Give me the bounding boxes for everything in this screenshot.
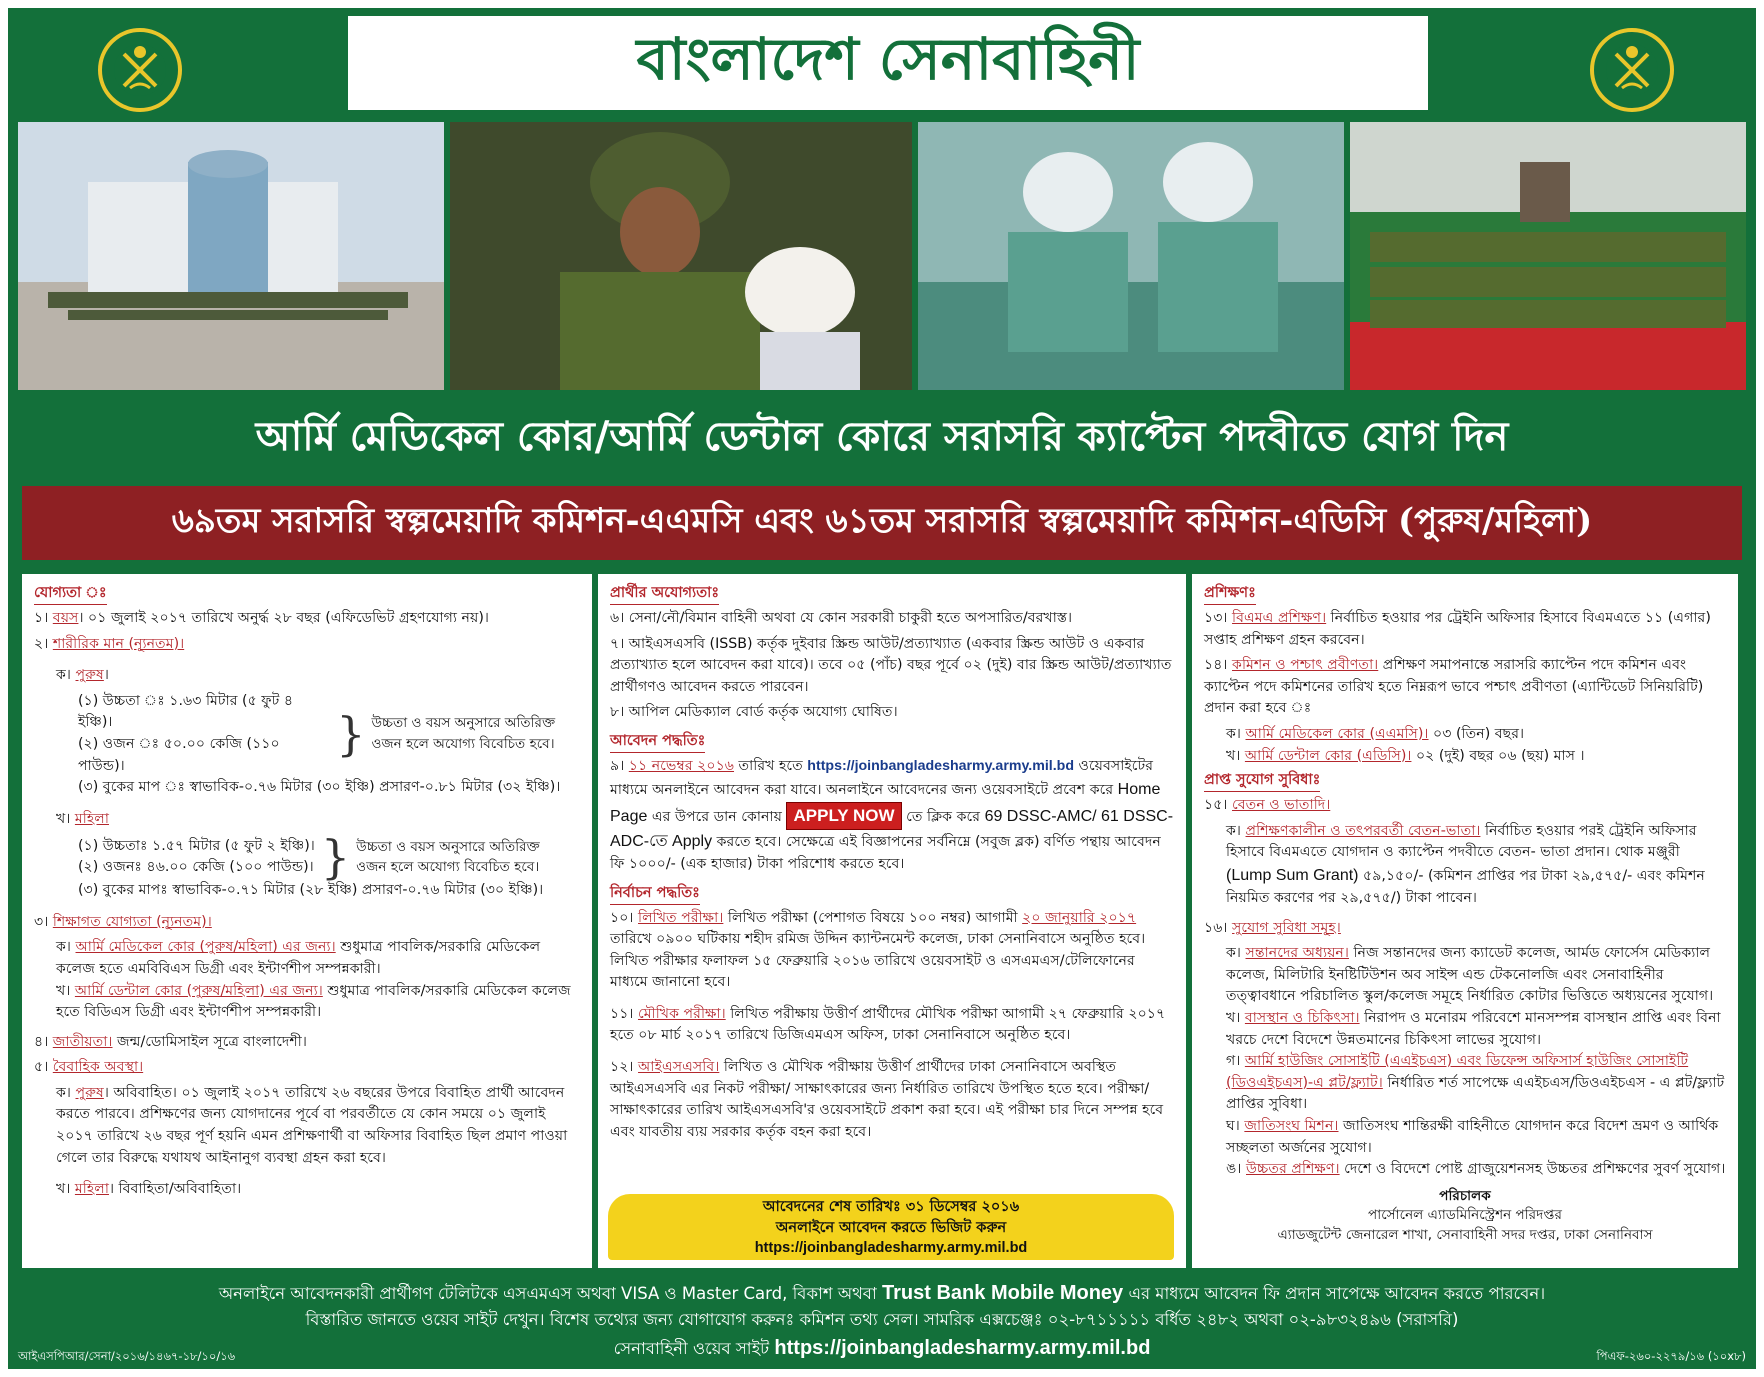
female-chest: (৩) বুকের মাপঃ স্বাভাবিক-০.৭১ মিটার (২৮ ইঞ্চি) প্রসারণ-০.৭৬ মিটার (৩০ ইঞ্চি)।: [78, 882, 544, 899]
subheadline-band: [8, 482, 1756, 574]
physical-standard-item: ২। শারীরিক মান (ন্যূনতম)।: [34, 635, 185, 652]
deadline-date: আবেদনের শেষ তারিখঃ ৩১ ডিসেম্বর ২০১৬: [762, 1199, 1020, 1215]
website-link[interactable]: https://joinbangladesharmy.army.mil.bd: [807, 757, 1075, 774]
issb-item: ১২। আইএসএসবি। লিখিত ও মৌখিক পরীক্ষায় উত্তীর্ণ প্রার্থীদের ঢাকা সেনানিবাসে অবস্থিত আইএসএসবি এর নিকট পরীক্ষা/ সাক্ষাৎকারের জন্য নির্ধারিত তারিখে উপস্থিত হতে হবে। পরীক্ষা/ সাক্ষাৎকারের তারিখ আইএসএসবি'র ওয়েবসাইটে প্রকাশ করা হবে। এই পরীক্ষা চার দিনে সম্পন্ন হবে এবং যাবতীয় ব্যয় সরকার কর্তৃক বহন করা হবে।: [610, 1059, 1164, 1140]
training-benefits-column: [1192, 574, 1738, 1268]
marital-male: ক। পুরুষ। অবিবাহিত। ০১ জুলাই ২০১৭ তারিখে ২৬ বছরের উপরে বিবাহিত প্রার্থী আবেদন করতে পারবে। প্রশিক্ষণের জন্য যোগদানের পূর্বে বা পরবর্তীতে যে কোন সময়ে ০১ জুলাই ২০১৭ তারিখে ২৬ বছর পূর্ণ হয়নি এমন প্রশিক্ষণার্থী বা অফিসার বিবাহিত ছিল প্রমাণ পাওয়া গেলে তার বিরুদ্ধে যথাযথ আইনানুগ ব্যবস্থা গ্রহন করা হবে।: [56, 1084, 568, 1166]
facility-housing-medical: খ। বাসস্থান ও চিকিৎসা। নিরাপদ ও মনোরম পরিবেশে মানসম্পন্ন বাসস্থান প্রাপ্তি এবং বিনা খরচে দেশে বিদেশে উন্নতমানের চিকিৎসা লাভের সুযোগ।: [1226, 1010, 1721, 1048]
nationality-item: ৪। জাতীয়তা। জন্ম/ডোমিসাইল সূত্রে বাংলাদেশী।: [34, 1033, 307, 1050]
signature-block: পরিচালক পার্সোনেল এ্যাডমিনিস্ট্রেশন পরিদপ্তর এ্যাডজুটেন্ট জেনারেল শাখা, সেনাবাহিনী সদর দপ্তর, ঢাকা সেনানিবাস: [1277, 1187, 1653, 1244]
application-column: [598, 574, 1186, 1268]
seniority-item: ১৪। কমিশন ও পশ্চাৎ প্রবীণতা। প্রশিক্ষণ সমাপনান্তে সরাসরি ক্যাপ্টেন পদে কমিশন এবং ক্যাপ্টেন পদে কমিশনের তারিখ হতে নিম্নরূপ ভাবে পশ্চাৎ প্রবীণতা (এ্যান্টিডেট সিনিয়রিটি) প্রদান করা হবে ঃ: [1204, 657, 1704, 717]
ispr-code: আইএসপিআর/সেনা/২০১৬/১৪৬৭-১৮/১০/১৬: [18, 1348, 236, 1363]
officers-group-photo: [1350, 122, 1746, 390]
education-adc: খ। আর্মি ডেন্টাল কোর (পুরুষ/মহিলা) এর জন্য। শুধুমাত্র পাবলিক/সরকারি মেডিকেল কলেজ হতে বিডিএস ডিগ্রী এবং ইন্টার্ণশীপ সম্পন্নকারী।: [56, 982, 571, 1021]
army-emblem-icon: [1590, 28, 1674, 112]
female-soldier-bandaging-child-photo: [450, 122, 912, 390]
section-heading: যোগ্যতা ঃ: [34, 582, 107, 605]
salary-details: ক। প্রশিক্ষণকালীন ও তৎপরবর্তী বেতন-ভাতা। নির্বাচিত হওয়ার পরই ট্রেইনি অফিসার হিসাবে বিএমএতে যোগদান ও ক্যাপ্টেন পদবীতে বেতন- ভাতা প্রদান। থোক মঞ্জুরী (Lump Sum Grant) ৫৯,১৫০/- (কমিশন প্রাপ্তির পর টাকা ২৯,৫৭৫/- এবং কমিশন নিয়মিত করণের পর ২৯,৫৭৫/) টাকা পাবেন।: [1226, 822, 1705, 907]
apply-now-button[interactable]: APPLY NOW: [786, 802, 901, 830]
deadline-visit-text: অনলাইনে আবেদন করতে ভিজিট করুন: [775, 1219, 1007, 1236]
eligibility-column: [22, 574, 592, 1268]
page-title: বাংলাদেশ সেনাবাহিনী: [348, 16, 1428, 110]
male-standard: ক। পুরুষ।: [56, 667, 109, 684]
seniority-adc: খ। আর্মি ডেন্টাল কোর (এডিসি)। ০২ (দুই) বছর ০৬ (ছয়) মাস ।: [1226, 747, 1585, 764]
facility-higher-training: ঙ। উচ্চতর প্রশিক্ষণ। দেশে ও বিদেশে পোষ্ট গ্রাজুয়েশনসহ উচ্চতর প্রশিক্ষণের সুবর্ণ সুযোগ।: [1226, 1161, 1726, 1178]
disqualification-8: ৮। আপিল মেডিক্যাল বোর্ড কর্তৃক অযোগ্য ঘোষিত।: [610, 704, 898, 721]
section-heading: আবেদন পদ্ধতিঃ: [610, 730, 705, 753]
facility-education: ক। সন্তানদের অধ্যয়ন। নিজ সন্তানদের জন্য ক্যাডেট কলেজ, আর্মড ফোর্সেস মেডিক্যাল কলেজ, মিলিটারি ইনষ্টিটিউশন অব সাইন্স এন্ড টেকনোলজি এবং সেনাবাহিনীর তত্ত্বাবধানে পরিচালিত স্কুল/কলেজ সমূহে নির্ধারিত কোটার ভিত্তিতে অধ্যয়নের সুযোগ।: [1226, 945, 1714, 1005]
surgeons-operating-photo: [918, 122, 1344, 390]
section-heading: প্রার্থীর অযোগ্যতাঃ: [610, 582, 719, 605]
female-standard: খ। মহিলা: [56, 810, 109, 827]
deadline-box: [608, 1194, 1174, 1260]
written-exam-item: ১০। লিখিত পরীক্ষা। লিখিত পরীক্ষা (পেশাগত বিষয়ে ১০০ নম্বর) আগামী ২০ জানুয়ারি ২০১৭ তারিখে ০৯০০ ঘটিকায় শহীদ রমিজ উদ্দিন ক্যান্টনমেন্ট কলেজ, ঢাকা সেনানিবাসে অনুষ্ঠিত হবে। লিখিত পরীক্ষার ফলাফল ১৫ ফেব্রুয়ারি ২০১৬ তারিখে ওয়েবসাইট ও এসএমএস/টেলিফোনের মাধ্যমে জানানো হবে।: [610, 909, 1146, 991]
female-height-weight: (১) উচ্চতাঃ ১.৫৭ মিটার (৫ ফুট ২ ইঞ্চি)। (২) ওজনঃ ৪৬.০০ কেজি (১০০ পাউন্ড)। } উচ্চতা ও বয়স অনুসারে অতিরিক্ত ওজন হলে অযোগ্য বিবেচিত হবে।: [78, 830, 540, 885]
seniority-amc: ক। আর্মি মেডিকেল কোর (এএমসি)। ০৩ (তিন) বছর।: [1226, 725, 1525, 742]
footer-band: [8, 1274, 1756, 1369]
facilities-item: ১৬। সুযোগ সুবিধা সমূহ।: [1204, 919, 1341, 936]
male-height-weight: (১) উচ্চতা ঃ ১.৬৩ মিটার (৫ ফুট ৪ ইঞ্চি)। (২) ওজন ঃ ৫০.০০ কেজি (১১০ পাউন্ড)। } উচ্চতা ও বয়স অনুসারে অতিরিক্ত ওজন হলে অযোগ্য বিবেচিত হবে।: [78, 692, 556, 774]
army-headquarters-parade-photo: [18, 122, 444, 390]
age-item: ১। বয়স। ০১ জুলাই ২০১৭ তারিখে অনুর্দ্ধ ২৮ বছর (এফিডেভিট গ্রহণযোগ্য নয়)।: [34, 610, 489, 627]
facility-un-mission: ঘ। জাতিসংঘ মিশন। জাতিসংঘ শান্তিরক্ষী বাহিনীতে যোগদান করে বিদেশ ভ্রমণ ও আর্থিক সচ্ছলতা অর্জনের সুযোগ।: [1226, 1117, 1719, 1156]
viva-item: ১১। মৌখিক পরীক্ষা। লিখিত পরীক্ষায় উত্তীর্ণ প্রার্থীদের মৌখিক পরীক্ষা আগামী ২৭ ফেব্রুয়ারি ২০১৭ হতে ০৮ মার্চ ২০১৭ তারিখে ডিজিএমএস অফিস, ঢাকা সেনানিবাসে অনুষ্ঠিত হবে।: [610, 1005, 1166, 1044]
pf-code: পিএফ-২৬০-২২৭৯/১৬ (১০x৮): [1596, 1348, 1746, 1363]
marital-female: খ। মহিলা। বিবাহিতা/অবিবাহিতা।: [56, 1181, 242, 1198]
army-emblem-icon: [98, 28, 182, 112]
disqualification-6: ৬। সেনা/নৌ/বিমান বাহিনী অথবা যে কোন সরকারী চাকুরী হতে অপসারিত/বরখাস্ত।: [610, 610, 1073, 627]
section-heading: প্রাপ্ত সুযোগ সুবিধাঃ: [1204, 769, 1320, 792]
male-chest: (৩) বুকের মাপ ঃ স্বাভাবিক-০.৭৬ মিটার (৩০ ইঞ্চি) প্রসারণ-০.৮১ মিটার (৩২ ইঞ্চি)।: [78, 779, 561, 796]
website-line: সেনাবাহিনী ওয়েব সাইট https://joinbangladesharmy.army.mil.bd: [613, 1336, 1151, 1359]
salary-item: ১৫। বেতন ও ভাতাদি।: [1204, 797, 1331, 814]
facility-plot-flat: গ। আর্মি হাউজিং সোসাইটি (এএইচএস) এবং ডিফেন্স অফিসার্স হাউজিং সোসাইটি (ডিওএইচএস)-এ প্লট/ফ্ল্যাট। নির্ধারিত শর্ত সাপেক্ষে এএইচএস/ডিওএইচএস - এ প্লট/ফ্ল্যাট প্রাপ্তির সুবিধা।: [1226, 1053, 1725, 1113]
education-item: ৩। শিক্ষাগত যোগ্যতা (ন্যূনতম)।: [34, 913, 212, 930]
commission-subheadline: ৬৯তম সরাসরি স্বল্পমেয়াদি কমিশন-এএমসি এবং ৬১তম সরাসরি স্বল্পমেয়াদি কমিশন-এডিসি (পুরুষ/মহিলা): [22, 486, 1742, 560]
education-amc: ক। আর্মি মেডিকেল কোর (পুরুষ/মহিলা) এর জন্য। শুধুমাত্র পাবলিক/সরকারি মেডিকেল কলেজ হতে এমবিবিএস ডিগ্রী এবং ইন্টার্ণশীপ সম্পন্নকারী।: [56, 939, 541, 977]
main-headline: আর্মি মেডিকেল কোর/আর্মি ডেন্টাল কোরে সরাসরি ক্যাপ্টেন পদবীতে যোগ দিন: [8, 394, 1756, 482]
header-band: [8, 8, 1756, 118]
section-heading: প্রশিক্ষণঃ: [1204, 582, 1256, 605]
section-heading: নির্বাচন পদ্ধতিঃ: [610, 882, 700, 905]
application-procedure: ৯। ১১ নভেম্বর ২০১৬ তারিখ হতে https://joinbangladesharmy.army.mil.bd ওয়েবসাইটের মাধ্যমে অনলাইনে আবেদন করা যাবে। অনলাইনে আবেদনের জন্য ওয়েবসাইটে প্রবেশ করে Home Page এর উপরে ডান কোনায় APPLY NOW তে ক্লিক করে 69 DSSC-AMC/ 61 DSSC-ADC-তে Apply করতে হবে। সেক্ষেত্রে এই বিজ্ঞাপনের সর্বনিম্নে (সবুজ ব্লক) বর্ণিত পন্থায় আবেদন ফি ১০০০/- (এক হাজার) টাকা পরিশোধ করতে হবে।: [610, 757, 1174, 872]
marital-item: ৫। বৈবাহিক অবস্থা।: [34, 1059, 144, 1076]
bma-training-item: ১৩। বিএমএ প্রশিক্ষণ। নির্বাচিত হওয়ার পর ট্রেইনি অফিসার হিসাবে বিএমএতে ১১ (এগার) সপ্তাহ প্রশিক্ষণ গ্রহন করবেন।: [1204, 610, 1711, 648]
photo-strip: [8, 118, 1756, 394]
footer-website-link[interactable]: https://joinbangladesharmy.army.mil.bd: [774, 1336, 1151, 1359]
payment-info: অনলাইনে আবেদনকারী প্রার্থীগণ টেলিটকে এসএমএস অথবা VISA ও Master Card, বিকাশ অথবা Trust Bank Mobile Money এর মাধ্যমে আবেদন ফি প্রদান সাপেক্ষে আবেদন করতে পারবেন।: [218, 1282, 1546, 1304]
disqualification-7: ৭। আইএসএসবি (ISSB) কর্তৃক দুইবার স্ক্রিন্ড আউট/প্রত্যাখ্যাত (একবার স্ক্রিন্ড আউট ও একবার প্রত্যাখ্যাত হলে আবেদন করা যাবে)। তবে ০৫ (পাঁচ) বছর পূর্বে ০২ (দুই) বার স্ক্রিন্ড আউট/প্রত্যাখ্যাত প্রার্থীগণও আবেদন করতে পারবেন।: [610, 635, 1172, 695]
body-area: [8, 574, 1756, 1274]
deadline-website-link[interactable]: https://joinbangladesharmy.army.mil.bd: [754, 1240, 1028, 1257]
contact-info: বিস্তারিত জানতে ওয়েব সাইট দেখুন। বিশেষ তথ্যের জন্য যোগাযোগ করুনঃ কমিশন তথ্য সেল। সামরিক এক্সচেঞ্জঃ ০২-৮৭১১১১১ বর্ধিত ২৪৮২ অথবা ০২-৯৮৩২৪৯৬ (সরাসরি): [305, 1310, 1459, 1329]
